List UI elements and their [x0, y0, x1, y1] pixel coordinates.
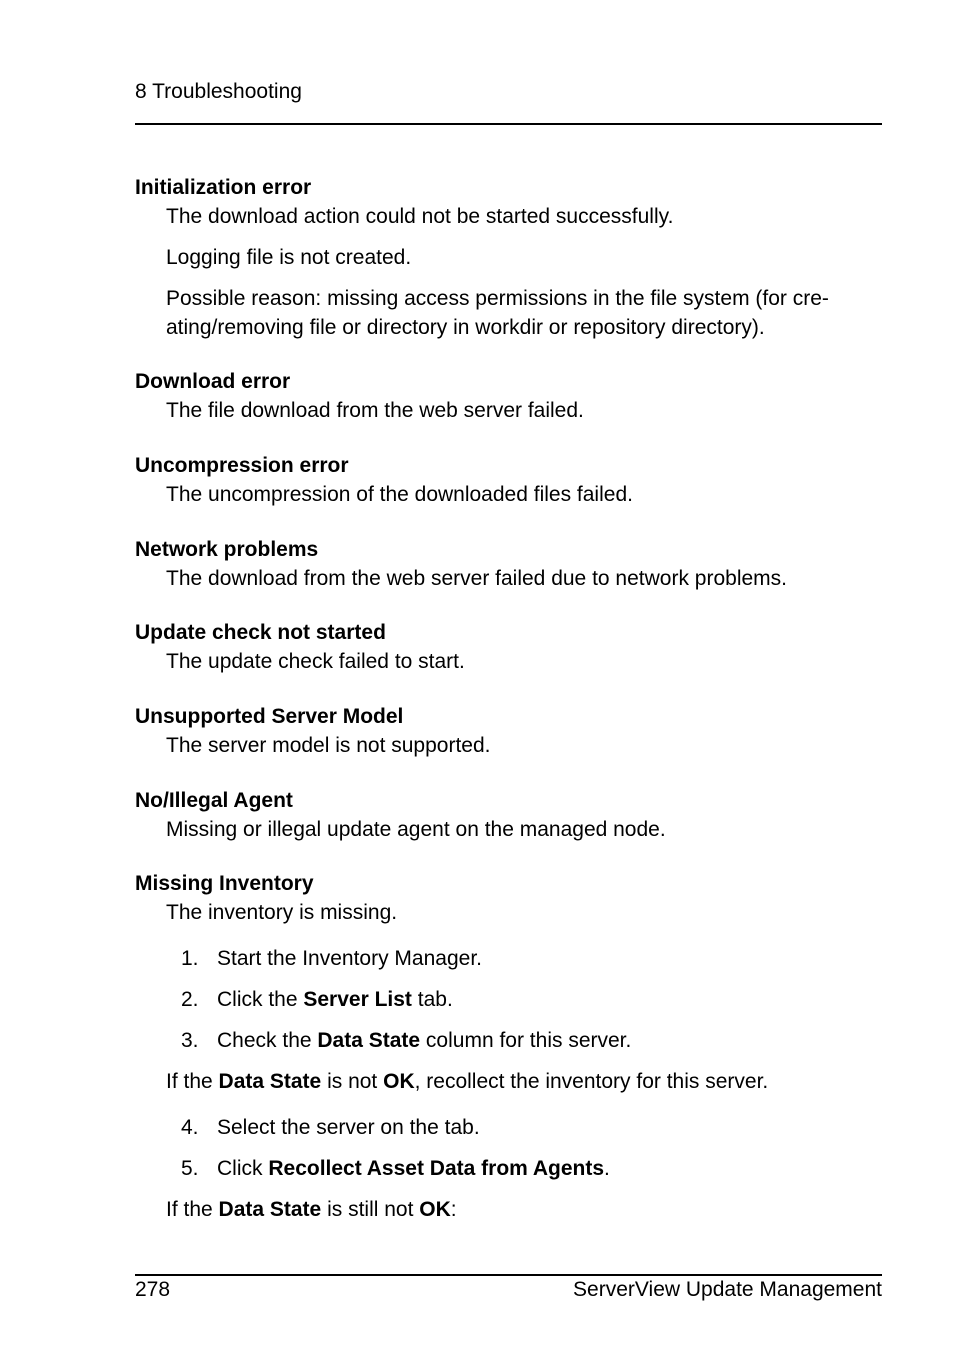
- paragraph: Possible reason: missing access permissions in the file system (for cre-: [166, 287, 829, 310]
- ui-term: Recollect Asset Data from Agents: [268, 1157, 605, 1180]
- paragraph: The download from the web server failed due to network problems.: [166, 567, 787, 590]
- paragraph: Missing or illegal update agent on the managed node.: [166, 818, 666, 841]
- product-name: ServerView Update Management: [573, 1278, 882, 1301]
- step-text: Click the Server List tab.: [217, 988, 453, 1011]
- section-heading-download: Download error: [135, 370, 291, 393]
- footer-rule: [135, 1274, 882, 1276]
- section-heading-agent: No/Illegal Agent: [135, 789, 293, 812]
- step-number: 1.: [181, 947, 199, 970]
- section-heading-network: Network problems: [135, 538, 319, 561]
- ui-term: Server List: [303, 988, 412, 1011]
- section-heading-inventory: Missing Inventory: [135, 872, 314, 895]
- step-text: Click Recollect Asset Data from Agents.: [217, 1157, 610, 1180]
- step-text: Select the server on the tab.: [217, 1116, 480, 1139]
- chapter-header: 8 Troubleshooting: [135, 80, 302, 103]
- step-number: 4.: [181, 1116, 199, 1139]
- paragraph: The download action could not be started successfully.: [166, 205, 674, 228]
- paragraph: Logging file is not created.: [166, 246, 412, 269]
- note-paragraph: If the Data State is still not OK:: [166, 1198, 457, 1221]
- paragraph: ating/removing file or directory in workdir or repository directory).: [166, 316, 765, 339]
- section-heading-uncompression: Uncompression error: [135, 454, 349, 477]
- step-text: Check the Data State column for this server.: [217, 1029, 632, 1052]
- section-heading-initialization: Initialization error: [135, 176, 312, 199]
- paragraph: The inventory is missing.: [166, 901, 398, 924]
- page-number: 278: [135, 1278, 171, 1301]
- section-heading-update-check: Update check not started: [135, 621, 386, 644]
- step-number: 2.: [181, 988, 199, 1011]
- paragraph: The file download from the web server failed.: [166, 399, 584, 422]
- step-text: Start the Inventory Manager.: [217, 947, 482, 970]
- paragraph: The uncompression of the downloaded files failed.: [166, 483, 633, 506]
- step-number: 3.: [181, 1029, 199, 1052]
- header-rule: [135, 123, 882, 125]
- ui-term: Data State: [317, 1029, 421, 1052]
- paragraph: The server model is not supported.: [166, 734, 491, 757]
- note-paragraph: If the Data State is not OK, recollect the inventory for this server.: [166, 1070, 769, 1093]
- paragraph: The update check failed to start.: [166, 650, 465, 673]
- step-number: 5.: [181, 1157, 199, 1180]
- section-heading-unsupported: Unsupported Server Model: [135, 705, 404, 728]
